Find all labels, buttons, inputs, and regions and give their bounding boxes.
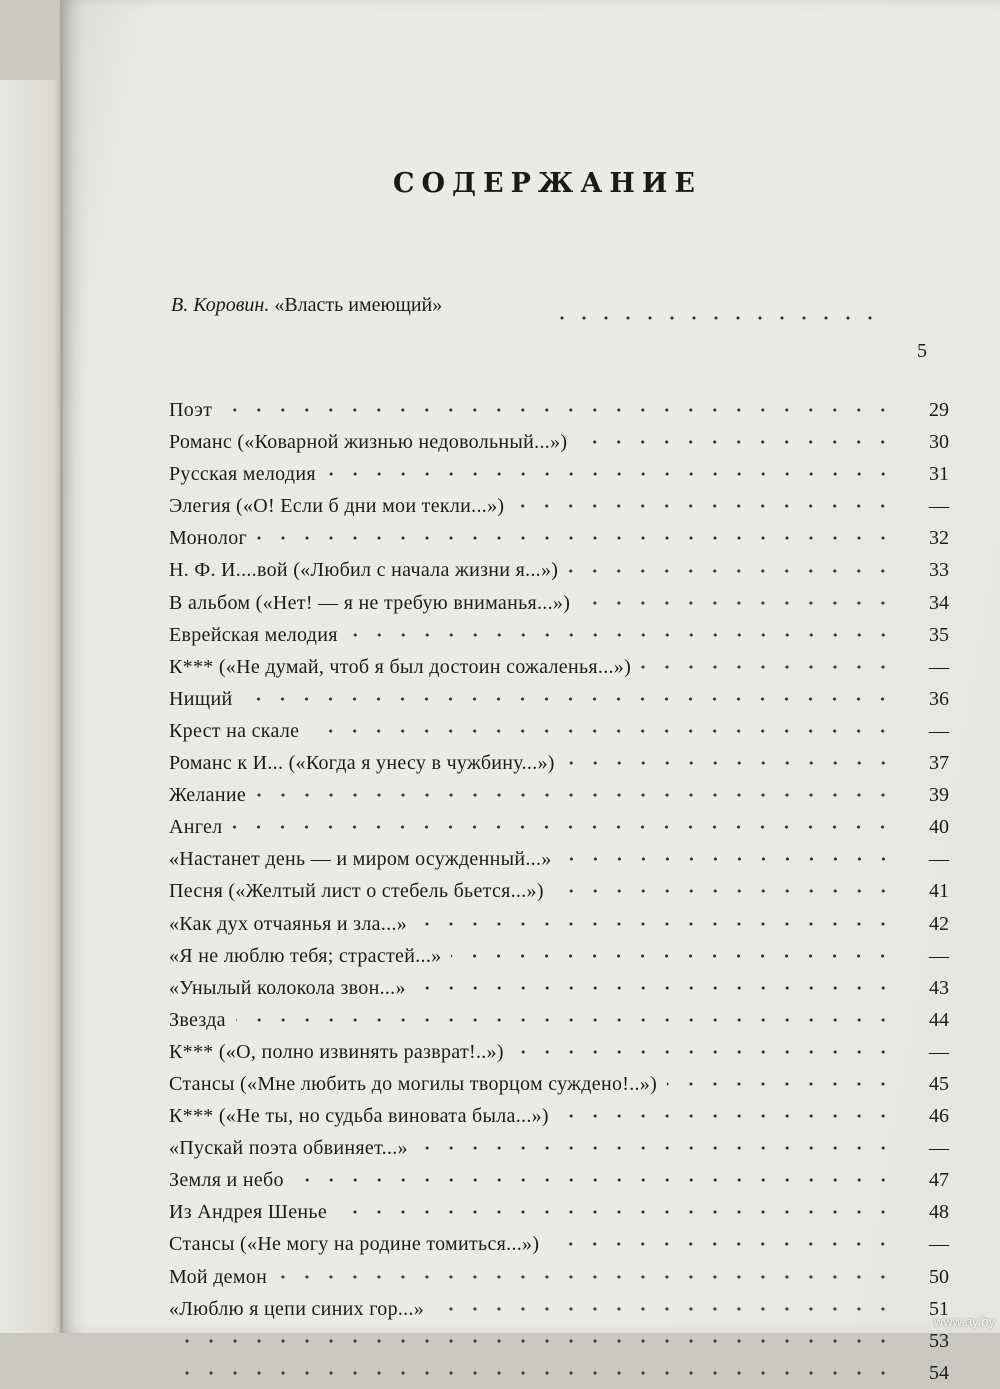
toc-entry — [169, 458, 949, 490]
toc-entry — [169, 1068, 949, 1100]
toc-entry-title: «Как дух отчаянья и зла...» — [169, 912, 408, 935]
leader-dots — [577, 435, 895, 449]
leader-dots — [179, 1334, 895, 1348]
toc-entry-page-number: 35 — [929, 623, 949, 646]
leader-dots — [514, 499, 895, 513]
toc-entry-page-number: 37 — [929, 752, 949, 775]
toc-entry-title: Земля и небо — [169, 1169, 284, 1192]
leader-dots — [562, 852, 895, 866]
leader-dots — [667, 1077, 895, 1091]
leader-dots — [222, 403, 895, 417]
toc-entry — [169, 522, 949, 554]
toc-entry-title: Монолог — [169, 527, 248, 550]
toc-entry — [169, 1325, 949, 1357]
toc-entry-title: Стансы («Не могу на родине томиться...») — [169, 1233, 540, 1256]
toc-entry — [169, 1293, 949, 1325]
toc-entry-page-number: 48 — [929, 1201, 949, 1224]
toc-entry-page-number: 32 — [929, 527, 949, 550]
leader-dots — [179, 1366, 895, 1380]
intro-author: В. Коровин. — [171, 294, 270, 316]
toc-entry-page-number: 40 — [929, 816, 949, 839]
leader-dots — [348, 628, 895, 642]
toc-entry-title: Романс к И... («Когда я унесу в чужбину...») — [169, 752, 555, 775]
toc-entry-page-number: 50 — [929, 1265, 949, 1288]
leader-dots — [549, 1237, 895, 1251]
toc-entry — [169, 1132, 949, 1164]
intro-title: «Власть имеющий» — [274, 294, 443, 316]
toc-entry-title: Желание — [169, 784, 247, 807]
toc-entry — [169, 843, 949, 875]
toc-entry-page-number: 39 — [929, 784, 949, 807]
leader-dots — [451, 949, 895, 963]
leader-dots — [242, 692, 895, 706]
leader-dots — [434, 1302, 895, 1316]
toc-entry-title: Элегия («О! Если б дни мои текли...») — [169, 495, 505, 518]
toc-entry-page-number: 51 — [929, 1297, 949, 1320]
leader-dots — [256, 788, 895, 802]
toc-entry-page-number: 46 — [929, 1105, 949, 1128]
toc-entry — [169, 1004, 949, 1036]
toc-entry-page-number: 54 — [929, 1361, 949, 1384]
toc-entry-page-number: — — [929, 848, 949, 871]
toc-entry-page-number: 34 — [929, 591, 949, 614]
intro-entry — [171, 294, 927, 362]
toc-entry-title: Ангел — [169, 816, 223, 839]
toc-entry-page-number: 43 — [929, 976, 949, 999]
toc-entry-title: К*** («О, полно извинять разврат!..») — [169, 1040, 504, 1063]
toc-entry — [169, 619, 949, 651]
toc-entry-page-number: 47 — [929, 1169, 949, 1192]
toc-entry-title: Н. Ф. И....вой («Любил с начала жизни я...») — [169, 559, 559, 582]
toc-entry — [169, 779, 949, 811]
toc-entry-page-number: — — [929, 1040, 949, 1063]
watermark: www.ay.by — [933, 1314, 995, 1329]
toc-entry-title: Звезда — [169, 1008, 226, 1031]
toc-entry-page-number: — — [929, 655, 949, 678]
leader-dots — [417, 917, 895, 931]
toc-entry — [169, 683, 949, 715]
toc-entry — [169, 651, 949, 683]
toc-entry — [169, 1261, 949, 1293]
leader-dots — [236, 1013, 895, 1027]
toc-entry — [169, 426, 949, 458]
leader-dots — [257, 531, 895, 545]
toc-entry-title: Еврейская мелодия — [169, 623, 338, 646]
leader-dots — [337, 1205, 895, 1219]
toc-entry-title: Из Андрея Шенье — [169, 1201, 327, 1224]
toc-entry — [169, 908, 949, 940]
toc-entry-title: «Настанет день — и миром осужденный...» — [169, 848, 552, 871]
leader-dots — [551, 310, 881, 326]
leader-dots — [580, 596, 895, 610]
leader-dots — [277, 1270, 895, 1284]
leader-dots — [554, 884, 895, 898]
toc-entry-page-number: — — [929, 944, 949, 967]
toc-entry-page-number: 53 — [929, 1329, 949, 1352]
toc-entry-page-number: — — [929, 1233, 949, 1256]
toc-entry-page-number: — — [929, 495, 949, 518]
book-page — [60, 0, 1000, 1384]
toc-entry — [169, 747, 949, 779]
toc-entry-page-number: 31 — [929, 463, 949, 486]
toc-entry-title: «Пускай поэта обвиняет...» — [169, 1137, 408, 1160]
toc-entry-page-number: 44 — [929, 1008, 949, 1031]
toc-entry-page-number: — — [929, 719, 949, 742]
toc-entry-title: Романс («Коварной жизнью недовольный...») — [169, 431, 568, 454]
toc-entry — [169, 1100, 949, 1132]
toc-entry-page-number: 42 — [929, 912, 949, 935]
toc-entry-title: «Я не люблю тебя; страстей...» — [169, 944, 442, 967]
table-of-contents — [169, 394, 949, 1389]
toc-entry-title: «Унылый колокола звон...» — [169, 976, 406, 999]
leader-dots — [514, 1045, 895, 1059]
toc-entry-page-number: 45 — [929, 1072, 949, 1095]
leader-dots — [565, 756, 895, 770]
toc-entry-title: К*** («Не ты, но судьба виновата была...») — [169, 1105, 549, 1128]
toc-entry — [169, 875, 949, 907]
toc-entry — [169, 1196, 949, 1228]
toc-entry — [169, 972, 949, 1004]
intro-page-number: 5 — [917, 340, 927, 362]
toc-entry-page-number: 36 — [929, 687, 949, 710]
toc-entry-page-number: 29 — [929, 399, 949, 421]
toc-entry-title: Крест на скале — [169, 719, 300, 742]
toc-entry-page-number: 41 — [929, 880, 949, 903]
leader-dots — [568, 564, 895, 578]
toc-entry-title: В альбом («Нет! — я не требую вниманья...») — [169, 591, 571, 614]
toc-entry-title: К*** («Не думай, чтоб я был достоин сожаленья...») — [169, 655, 632, 678]
toc-entry-title: Русская мелодия — [169, 463, 316, 486]
toc-entry-title: «Люблю я цепи синих гор...» — [169, 1297, 425, 1320]
leader-dots — [232, 820, 895, 834]
toc-entry — [169, 490, 949, 522]
toc-entry-title: Поэт — [169, 399, 213, 421]
leader-dots — [326, 467, 895, 481]
toc-entry-page-number: 30 — [929, 431, 949, 454]
toc-entry — [169, 1228, 949, 1260]
toc-entry — [169, 715, 949, 747]
toc-entry-page-number: — — [929, 1137, 949, 1160]
leader-dots — [309, 724, 895, 738]
toc-entry — [169, 940, 949, 972]
leader-dots — [559, 1109, 895, 1123]
leader-dots — [641, 660, 895, 674]
toc-entry — [169, 587, 949, 619]
toc-entry-title: Стансы («Мне любить до могилы творцом суждено!..») — [169, 1072, 658, 1095]
toc-entry — [169, 394, 949, 426]
leader-dots — [416, 981, 895, 995]
leader-dots — [294, 1173, 895, 1187]
toc-entry-title: Песня («Желтый лист о стебель бьется...») — [169, 880, 544, 903]
toc-entry — [169, 1357, 949, 1389]
toc-entry-page-number: 33 — [929, 559, 949, 582]
toc-entry-title: Нищий — [169, 687, 233, 710]
toc-entry — [169, 554, 949, 586]
left-page-edge — [0, 80, 64, 1333]
leader-dots — [418, 1141, 895, 1155]
toc-entry-title: Мой демон — [169, 1265, 268, 1288]
toc-entry — [169, 1036, 949, 1068]
toc-entry — [169, 811, 949, 843]
page-title: СОДЕРЖАНИЕ — [393, 168, 702, 199]
toc-entry — [169, 1164, 949, 1196]
